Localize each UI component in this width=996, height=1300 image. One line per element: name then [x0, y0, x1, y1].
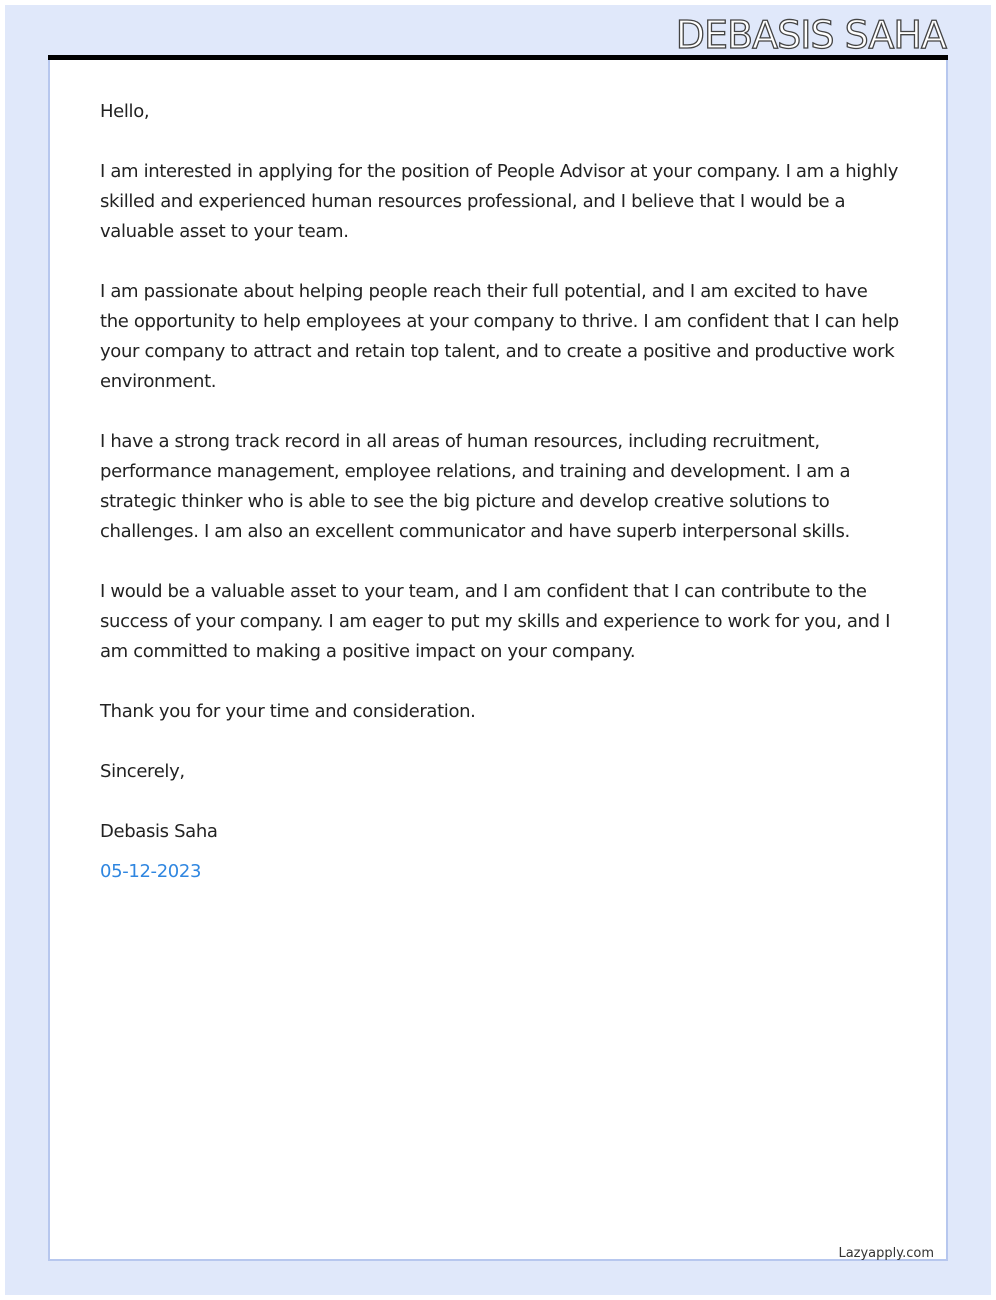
letter-date: 05-12-2023	[100, 861, 202, 882]
paragraph-4: I would be a valuable asset to your team, and I am confident that I can contribute to the success of your company. I am eager to put my skills and experience to work for you, and I am committed to making a positive impact on your company.	[100, 581, 891, 662]
letter-body	[100, 97, 900, 887]
closing: Sincerely,	[100, 761, 185, 782]
footer-brand: Lazyapply.com	[838, 1246, 934, 1261]
header-name: DEBASIS SAHA	[675, 13, 946, 57]
paragraph-3: I have a strong track record in all areas of human resources, including recruitment, performance management, employee relations, and training and development. I am a strategic thinker who is able to see the big picture and develop creative solutions to challenges. I am also an excellent communicator and have superb interpersonal skills.	[100, 431, 851, 542]
paragraph-2: I am passionate about helping people reach their full potential, and I am excited to have the opportunity to help employees at your company to thrive. I am confident that I can help your company to attract and retain top talent, and to create a positive and productive work environment.	[100, 281, 899, 392]
greeting: Hello,	[100, 101, 150, 122]
paragraph-1: I am interested in applying for the position of People Advisor at your company. I am a highly skilled and experienced human resources professional, and I believe that I would be a valuable asset to your team.	[100, 161, 899, 242]
signature: Debasis Saha	[100, 821, 218, 842]
thanks-line: Thank you for your time and consideration.	[100, 701, 476, 722]
